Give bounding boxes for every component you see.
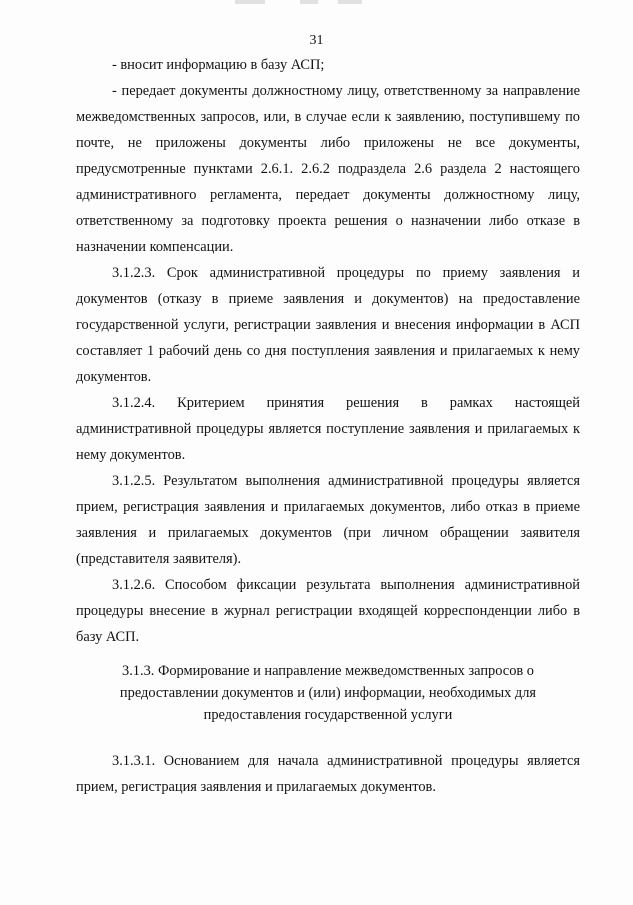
paragraph-3-1-2-6: 3.1.2.6. Способом фиксации результата выполнения административной процедуры внесение в журнал регистрации входящей корреспонденции либо в базу АСП.	[76, 577, 580, 645]
body-text-bottom	[76, 748, 580, 800]
scan-artifact	[338, 0, 362, 4]
paragraph-3-1-2-4: 3.1.2.4. Критерием принятия решения в рамках настоящей административной процедуры является поступление заявления и прилагаемых к нему документов.	[76, 395, 580, 463]
paragraph-transfer-documents: - передает документы должностному лицу, ответственному за направление межведомственных запросов, или, в случае если к заявлению, поступившему по почте, не приложены документы либо приложены не все документы, предусмотренные пунктами 2.6.1. 2.6.2 подраздела 2.6 раздела 2 настоящего административного регламента, передает документы должностному лицу, ответственному за подготовку проекта решения о назначении либо отказе в назначении компенсации.	[76, 83, 580, 255]
paragraph-3-1-3-1: 3.1.3.1. Основанием для начала административной процедуры является прием, регистрация заявления и прилагаемых документов.	[76, 753, 580, 795]
scan-artifact	[235, 0, 265, 4]
page-number: 31	[309, 33, 324, 48]
paragraph-3-1-2-5: 3.1.2.5. Результатом выполнения административной процедуры является прием, регистрация заявления и прилагаемых документов, либо отказ в приеме заявления и прилагаемых документов (при личном обращении заявителя (представителя заявителя).	[76, 473, 580, 567]
body-text-top	[76, 52, 580, 650]
paragraph-enter-info: - вносит информацию в базу АСП;	[112, 57, 325, 73]
scan-artifact	[300, 0, 318, 4]
paragraph-3-1-2-3: 3.1.2.3. Срок административной процедуры по приему заявления и документов (отказу в приеме заявления и документов) на предоставление государственной услуги, регистрации заявления и внесения информации в АСП составляет 1 рабочий день со дня поступления заявления и прилагаемых к нему документов.	[76, 265, 580, 385]
section-heading-3-1-3: 3.1.3. Формирование и направление межведомственных запросов о предоставлении документов и (или) информации, необходимых для предоставления государственной услуги	[119, 663, 537, 723]
